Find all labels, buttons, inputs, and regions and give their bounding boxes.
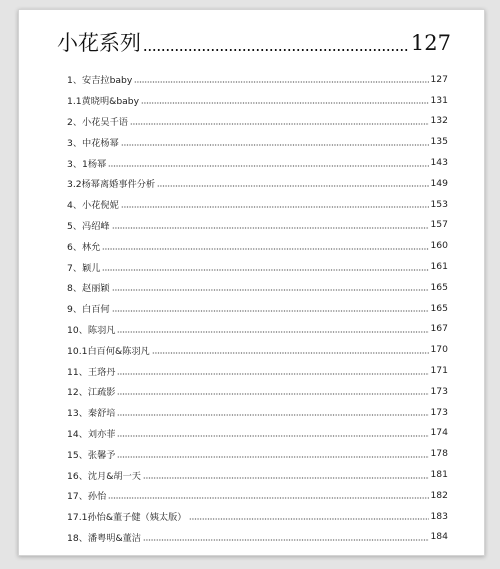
toc-entry-leader <box>112 289 430 291</box>
toc-entry[interactable] <box>67 256 448 277</box>
toc-entry-leader <box>117 331 429 333</box>
toc-entry-page-number: 167 <box>430 323 448 335</box>
toc-entry-leader <box>130 123 429 125</box>
toc-entry[interactable] <box>67 194 448 215</box>
toc-entry[interactable] <box>67 298 448 319</box>
toc-entry-label: 6、林允 <box>67 241 101 253</box>
toc-entry-leader <box>117 456 429 458</box>
toc-entry-page-number: 160 <box>430 240 448 252</box>
toc-entry-leader <box>121 144 430 146</box>
toc-entry-page-number: 165 <box>430 302 448 314</box>
toc-entry-page-number: 174 <box>430 427 448 439</box>
toc-entry-leader <box>102 269 429 271</box>
toc-entry-page-number: 170 <box>430 344 448 356</box>
toc-heading <box>57 28 451 58</box>
toc-entry[interactable] <box>67 69 448 90</box>
toc-entry-leader <box>108 165 429 167</box>
toc-entry[interactable] <box>67 402 448 423</box>
toc-entry-leader <box>112 227 430 229</box>
toc-entry[interactable] <box>67 235 448 256</box>
toc-entry-label: 11、王珞丹 <box>67 366 116 378</box>
toc-entry-leader <box>121 206 430 208</box>
toc-entry[interactable] <box>67 339 448 360</box>
toc-entry[interactable] <box>67 360 448 381</box>
table-of-contents <box>67 69 448 547</box>
toc-entry-page-number: 182 <box>430 489 448 501</box>
toc-entry[interactable] <box>67 131 448 152</box>
toc-entry-label: 10.1白百何&陈羽凡 <box>67 345 150 357</box>
toc-entry-leader <box>112 310 430 312</box>
toc-entry-label: 15、张馨予 <box>67 449 116 461</box>
toc-entry[interactable] <box>67 381 448 402</box>
toc-entry[interactable] <box>67 90 448 111</box>
toc-entry[interactable] <box>67 277 448 298</box>
toc-entry[interactable] <box>67 443 448 464</box>
toc-entry-leader <box>157 185 429 187</box>
toc-entry[interactable] <box>67 527 448 548</box>
toc-heading-title: 小花系列 <box>57 31 141 55</box>
toc-entry-page-number: 143 <box>430 157 448 169</box>
toc-entry-label: 16、沈月&胡一天 <box>67 470 141 482</box>
toc-entry-label: 3.2杨幂离婚事件分析 <box>67 179 156 191</box>
toc-entry[interactable] <box>67 173 448 194</box>
toc-entry-page-number: 173 <box>430 385 448 397</box>
toc-entry-label: 9、白百何 <box>67 304 110 316</box>
toc-entry-page-number: 183 <box>430 510 448 522</box>
toc-entry-label: 2、小花吴千语 <box>67 116 128 128</box>
toc-entry-label: 3、1杨幂 <box>67 158 107 170</box>
toc-entry-label: 3、中花杨幂 <box>67 137 119 149</box>
toc-entry[interactable] <box>67 215 448 236</box>
toc-entry-label: 12、江疏影 <box>67 387 116 399</box>
toc-entry-page-number: 161 <box>430 261 448 273</box>
toc-entry[interactable] <box>67 319 448 340</box>
toc-entry-label: 4、小花倪妮 <box>67 200 119 212</box>
toc-entry-page-number: 157 <box>430 219 448 231</box>
toc-entry-leader <box>152 352 430 354</box>
toc-entry-label: 1.1黄晓明&baby <box>67 96 140 108</box>
toc-entry-leader <box>117 393 429 395</box>
toc-entry-label: 1、安吉拉baby <box>67 75 133 87</box>
toc-entry-label: 10、陈羽凡 <box>67 324 116 336</box>
toc-entry-label: 5、冯绍峰 <box>67 220 110 232</box>
toc-entry[interactable] <box>67 423 448 444</box>
toc-entry[interactable] <box>67 485 448 506</box>
toc-entry-page-number: 127 <box>430 73 448 85</box>
toc-entry-label: 8、赵丽颖 <box>67 283 110 295</box>
toc-entry-page-number: 181 <box>430 469 448 481</box>
toc-entry[interactable] <box>67 152 448 173</box>
toc-entry-leader <box>143 539 429 541</box>
toc-entry-leader <box>108 497 429 499</box>
toc-heading-leader <box>143 49 409 51</box>
toc-entry-page-number: 135 <box>430 136 448 148</box>
toc-entry-leader <box>143 477 429 479</box>
toc-entry-label: 13、秦舒培 <box>67 408 116 420</box>
toc-entry-leader <box>102 248 429 250</box>
toc-heading-page-number: 127 <box>410 31 451 55</box>
toc-entry-leader <box>141 102 429 104</box>
toc-entry[interactable] <box>67 464 448 485</box>
toc-entry[interactable] <box>67 506 448 527</box>
toc-entry-leader <box>117 373 429 375</box>
toc-entry-page-number: 153 <box>430 198 448 210</box>
toc-entry-leader <box>134 81 429 83</box>
toc-entry-page-number: 132 <box>430 115 448 127</box>
toc-entry-page-number: 178 <box>430 448 448 460</box>
toc-entry-page-number: 149 <box>430 177 448 189</box>
toc-entry-label: 17、孙怡 <box>67 491 107 503</box>
toc-entry-leader <box>189 518 430 520</box>
toc-entry-page-number: 184 <box>430 531 448 543</box>
toc-entry-label: 14、刘亦菲 <box>67 428 116 440</box>
toc-entry-label: 7、颖儿 <box>67 262 101 274</box>
toc-entry-page-number: 165 <box>430 281 448 293</box>
toc-entry-page-number: 173 <box>430 406 448 418</box>
toc-entry-page-number: 131 <box>430 94 448 106</box>
document-page <box>18 9 485 556</box>
toc-entry-page-number: 171 <box>430 365 448 377</box>
toc-entry-label: 18、潘粤明&董洁 <box>67 532 141 544</box>
toc-entry[interactable] <box>67 111 448 132</box>
toc-entry-leader <box>117 414 429 416</box>
toc-entry-label: 17.1孙怡&董子健（姨太版） <box>67 512 187 524</box>
toc-entry-leader <box>117 435 429 437</box>
